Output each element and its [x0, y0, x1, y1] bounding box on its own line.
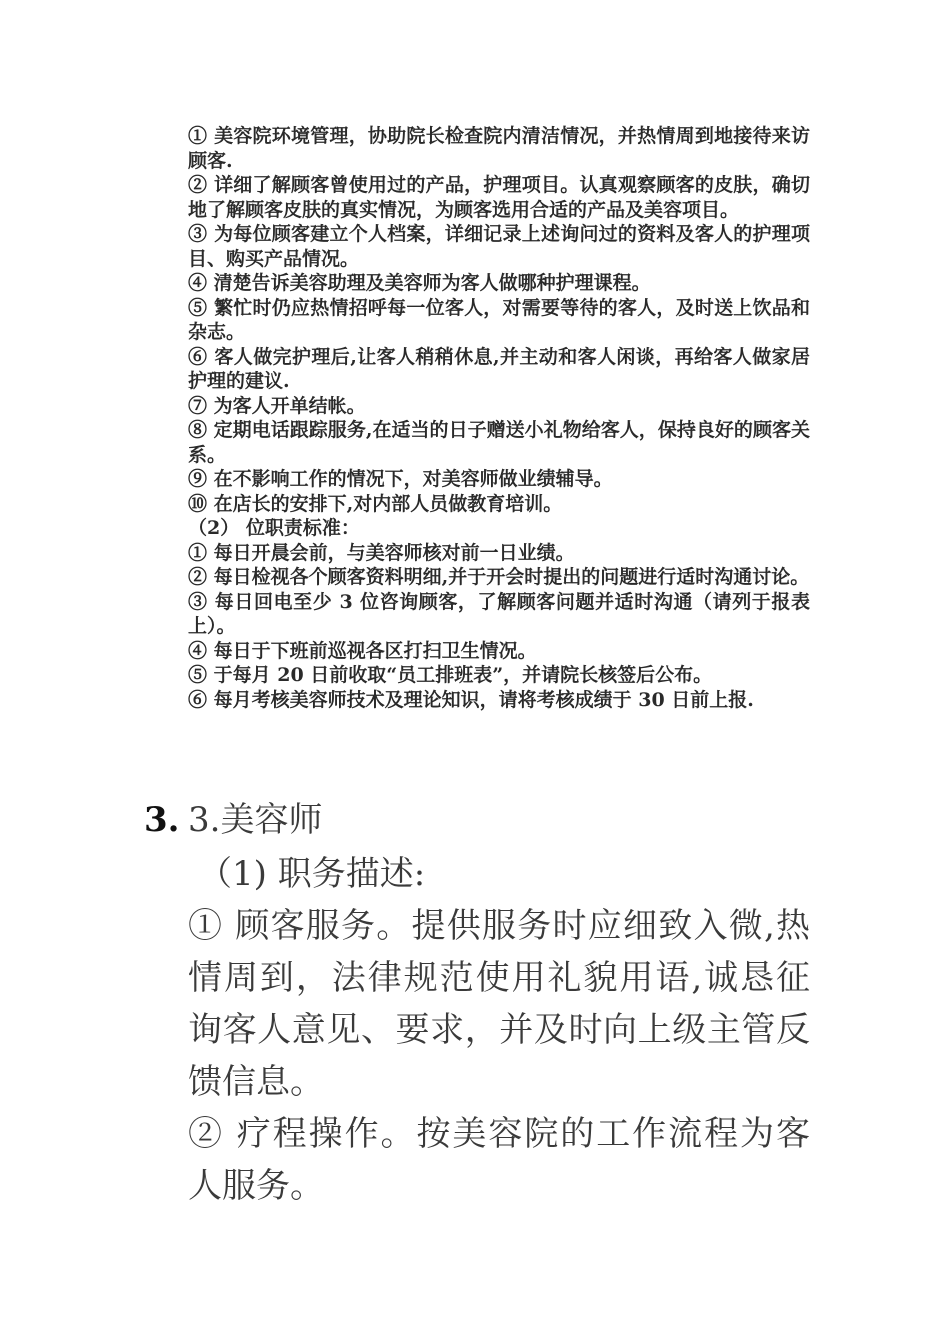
duty-item-4: ④ 清楚告诉美容助理及美容师为客人做哪种护理课程。 [188, 272, 651, 294]
beautician-item-1: ① 顾客服务。提供服务时应细致入微,热情周到，法律规范使用礼貌用语,诚恳征询客人意见、要求，并及时向上级主管反馈信息。 [188, 906, 810, 1102]
section-number: 3. [144, 800, 180, 840]
duty-item-8: ⑧ 定期电话跟踪服务,在适当的日子赠送小礼物给客人，保持良好的顾客关系。 [188, 419, 810, 466]
standard-item-2: ② 每日检视各个顾客资料明细,并于开会时提出的问题进行适时沟通讨论。 [188, 566, 810, 588]
section-title: 3.美容师 [188, 800, 323, 840]
standards-heading: （2） 位职责标准： [188, 517, 360, 539]
duty-item-1: ① 美容院环境管理，协助院长检查院内清洁情况，并热情周到地接待来访顾客. [188, 125, 810, 172]
duty-item-2: ② 详细了解顾客曾使用过的产品，护理项目。认真观察顾客的皮肤，确切地了解顾客皮肤的真实情况，为顾客选用合适的产品及美容项目。 [188, 174, 810, 221]
duty-item-7: ⑦ 为客人开单结帐。 [188, 394, 366, 417]
duty-item-10: ⑩ 在店长的安排下,对内部人员做教育培训。 [188, 492, 563, 515]
standard-item-3: ③ 每日回电至少 3 位咨询顾客，了解顾客问题并适时沟通（请列于报表上）。 [188, 590, 810, 637]
beautician-item-2: ② 疗程操作。按美容院的工作流程为客人服务。 [188, 1114, 810, 1206]
beautician-duties-section [188, 848, 810, 1212]
standard-item-6: ⑥ 每月考核美容师技术及理论知识，请将考核成绩于 30 日前上报. [188, 688, 754, 711]
duty-item-6: ⑥ 客人做完护理后,让客人稍稍休息,并主动和客人闲谈，再给客人做家居护理的建议. [188, 345, 810, 392]
duty-item-5: ⑤ 繁忙时仍应热情招呼每一位客人，对需要等待的客人，及时送上饮品和杂志。 [188, 296, 810, 343]
beautician-subheading: （1) 职务描述: [198, 854, 426, 894]
front-desk-duties-section [188, 124, 810, 712]
duty-item-3: ③ 为每位顾客建立个人档案，详细记录上述询问过的资料及客人的护理项目、购买产品情况。 [188, 223, 810, 270]
section-3-heading [144, 796, 844, 844]
standard-item-5: ⑤ 于每月 20 日前收取“员工排班表”，并请院长核签后公布。 [188, 664, 713, 686]
duty-item-9: ⑨ 在不影响工作的情况下，对美容师做业绩辅导。 [188, 468, 613, 490]
standard-item-1: ① 每日开晨会前，与美容师核对前一日业绩。 [188, 541, 575, 564]
standard-item-4: ④ 每日于下班前巡视各区打扫卫生情况。 [188, 639, 537, 662]
